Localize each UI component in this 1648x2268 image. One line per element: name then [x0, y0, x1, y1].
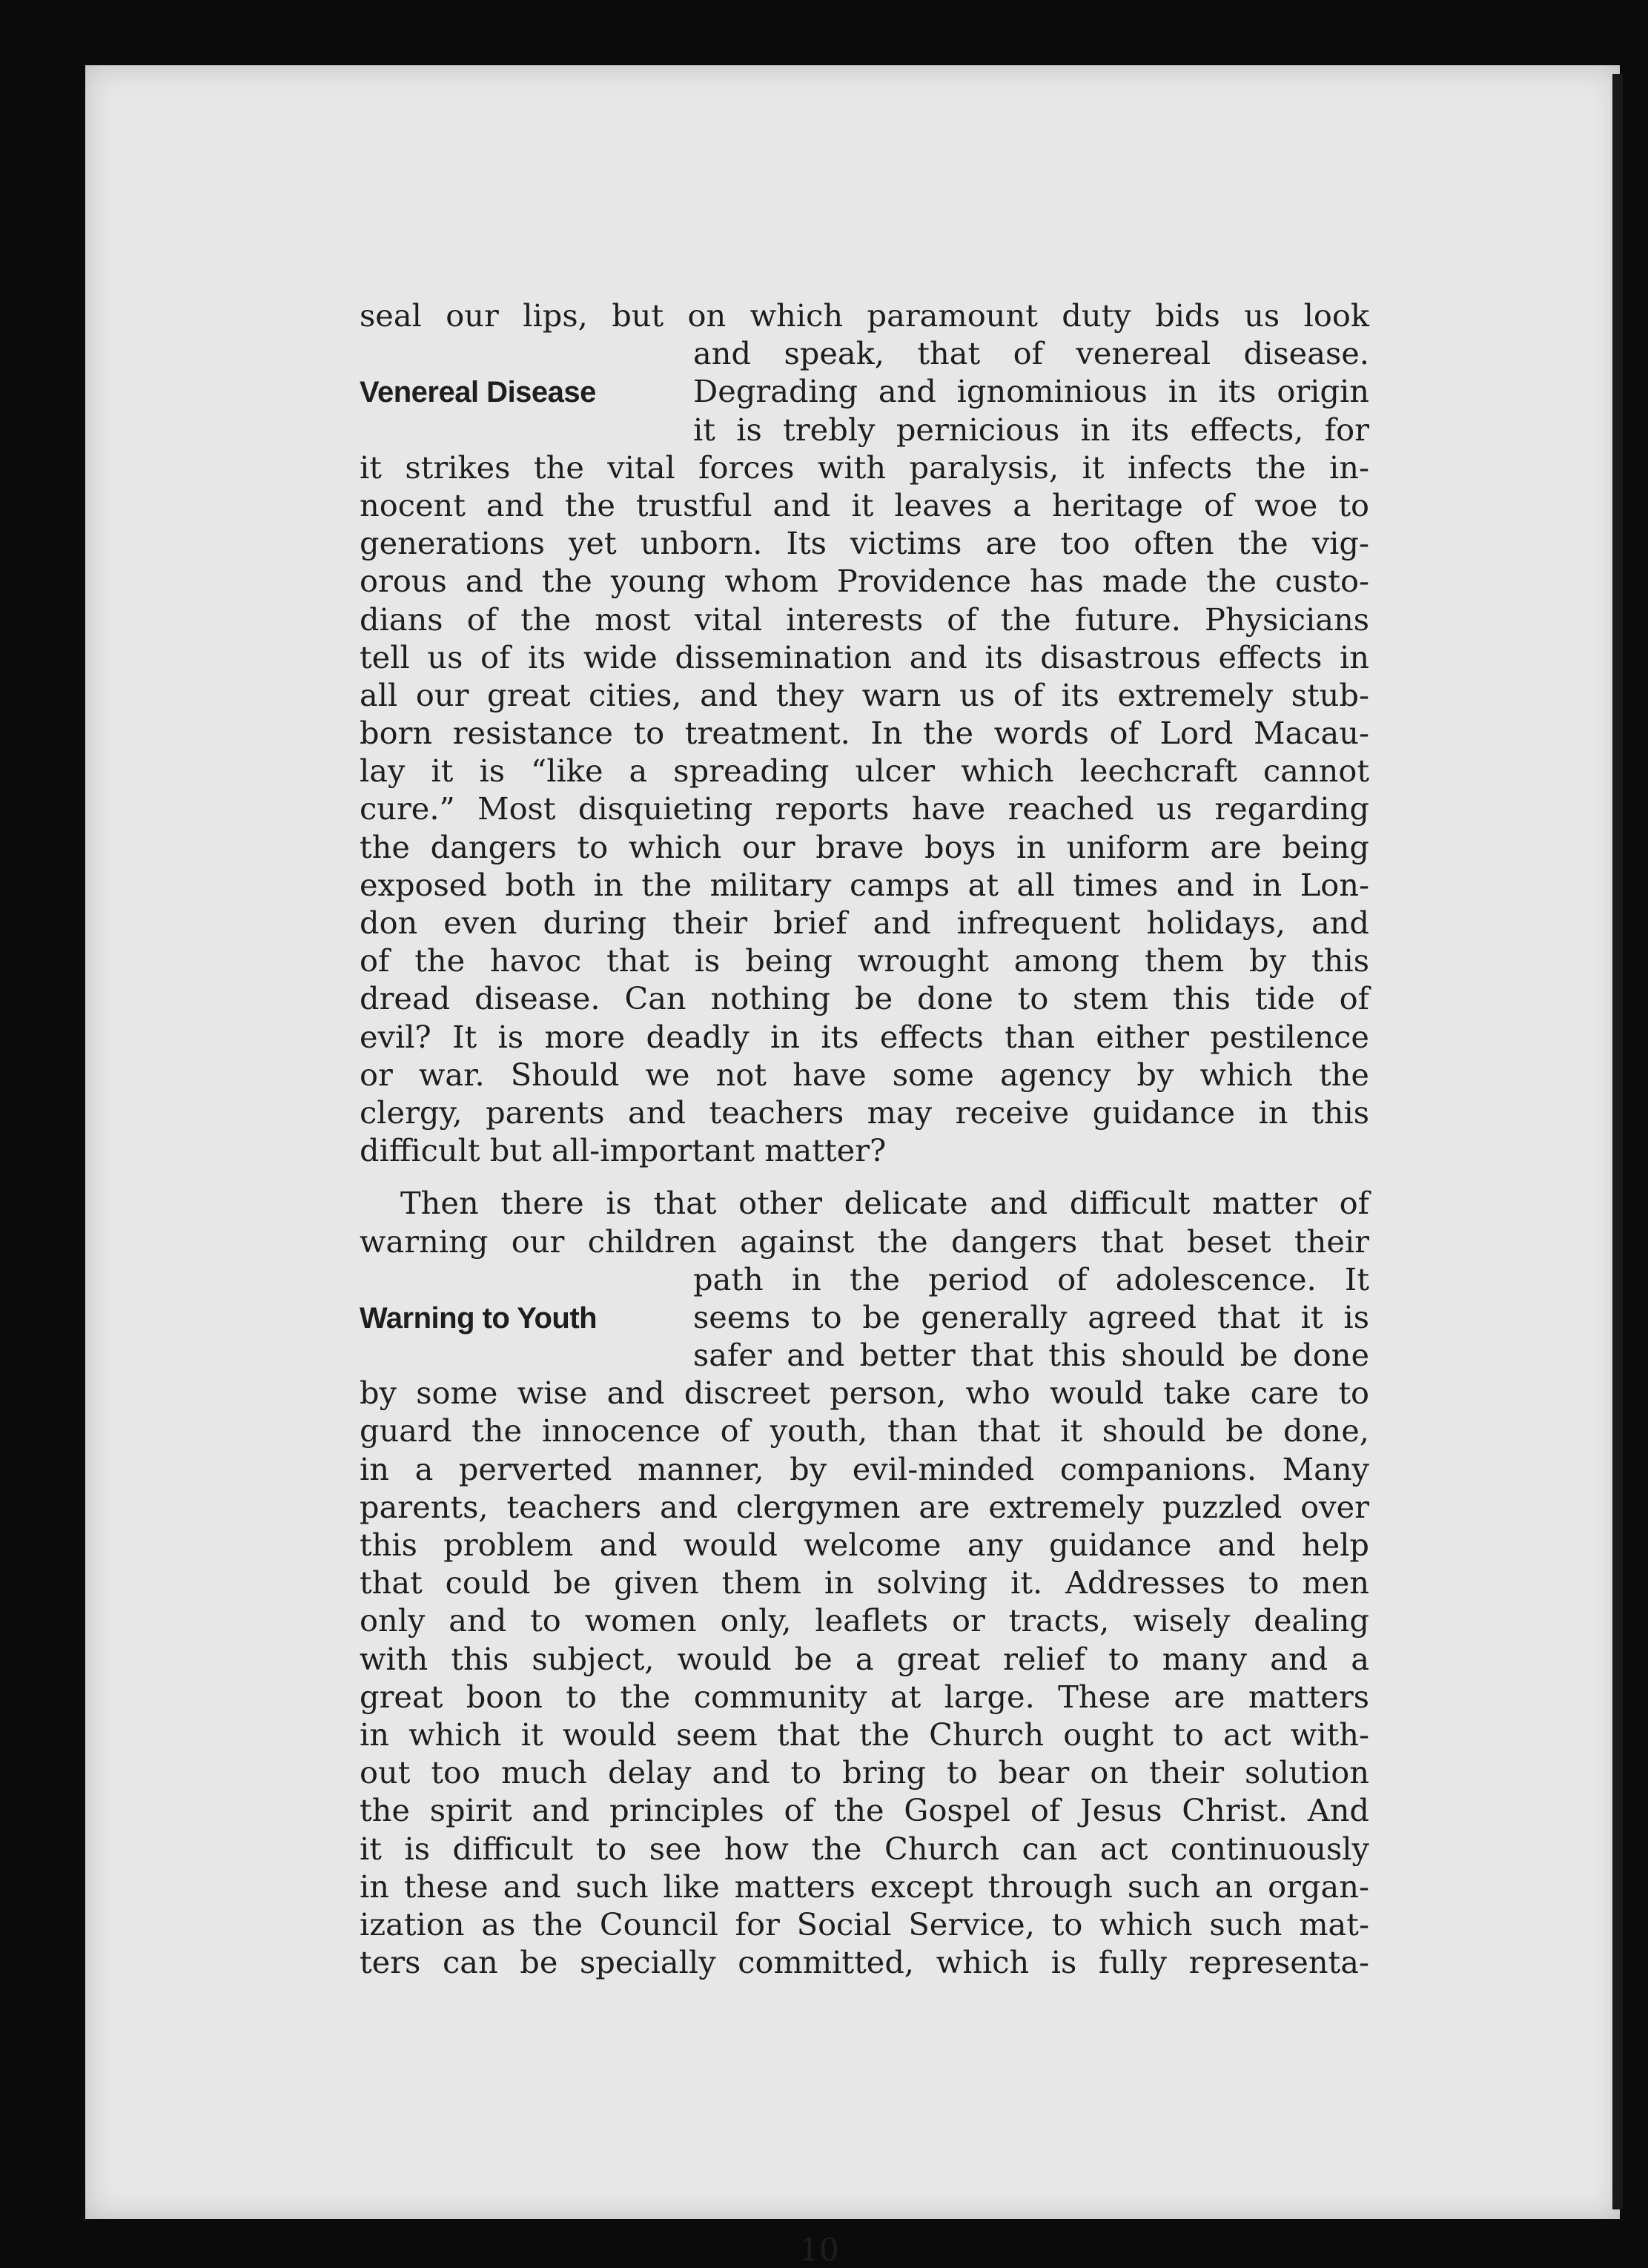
book-spine-shadow	[1612, 74, 1623, 2209]
text-line: clergy, parents and teachers may receive guidance in this	[360, 1094, 1369, 1131]
text-line: all our great cities, and they warn us of its extremely stub-	[360, 676, 1369, 713]
text-line-remainder: seems to be generally agreed that it is	[693, 1298, 1369, 1335]
text-line: born resistance to treatment. In the words of Lord Macau-	[360, 715, 1369, 752]
text-line: tell us of its wide dissemination and its disastrous effects in	[360, 638, 1369, 675]
text-line: Then there is that other delicate and difficult matter of	[400, 1185, 1369, 1222]
text-line: cure.” Most disquieting reports have reached us regarding	[360, 790, 1369, 827]
page-number: 10	[799, 2232, 839, 2268]
text-line: orous and the young whom Providence has made the custo-	[360, 563, 1369, 600]
text-line	[360, 1298, 1369, 1336]
text-line: in which it would seem that the Church ought to act with-	[360, 1716, 1369, 1753]
margin-note-warning-to-youth: Warning to Youth	[360, 1301, 598, 1335]
text-line: warning our children against the dangers that beset their	[360, 1223, 1369, 1260]
text-line: don even during their brief and infrequent holidays, and	[360, 905, 1369, 941]
text-line: parents, teachers and clergymen are extremely puzzled over	[360, 1488, 1369, 1525]
text-line: generations yet unborn. Its victims are too often the vig-	[360, 525, 1369, 562]
body-text	[360, 297, 1369, 1981]
text-line: exposed both in the military camps at all times and in Lon-	[360, 866, 1369, 903]
text-line: and speak, that of venereal disease.	[693, 335, 1369, 372]
text-line: great boon to the community at large. These are matters	[360, 1678, 1369, 1715]
text-line: with this subject, would be a great relief to many and a	[360, 1640, 1369, 1677]
text-line	[360, 372, 1369, 410]
text-line: safer and better that this should be done	[693, 1337, 1369, 1374]
text-line: it is trebly pernicious in its effects, for	[693, 411, 1369, 448]
text-line: guard the innocence of youth, than that it should be done,	[360, 1412, 1369, 1449]
text-line: the spirit and principles of the Gospel of Jesus Christ. And	[360, 1792, 1369, 1829]
text-line-remainder: Degrading and ignominious in its origin	[693, 373, 1369, 410]
text-line: or war. Should we not have some agency by which the	[360, 1056, 1369, 1093]
text-line: evil? It is more deadly in its effects than either pestilence	[360, 1018, 1369, 1055]
text-line: lay it is “like a spreading ulcer which leechcraft cannot	[360, 753, 1369, 790]
text-line: it strikes the vital forces with paralysis, it infects the in-	[360, 449, 1369, 486]
margin-note-venereal-disease: Venereal Disease	[360, 376, 596, 409]
text-line: ization as the Council for Social Service, to which such mat-	[360, 1905, 1369, 1943]
text-line: in these and such like matters except through such an organ-	[360, 1868, 1369, 1905]
text-line: path in the period of adolescence. It	[693, 1260, 1369, 1297]
text-line: only and to women only, leaflets or tracts, wisely dealing	[360, 1602, 1369, 1639]
text-line: difficult but all-important matter?	[360, 1132, 887, 1169]
text-line: out too much delay and to bring to bear on their solution	[360, 1754, 1369, 1791]
text-line: the dangers to which our brave boys in uniform are being	[360, 828, 1369, 865]
text-line: of the havoc that is being wrought among them by this	[360, 942, 1369, 979]
text-line: in a perverted manner, by evil-minded companions. Many	[360, 1450, 1369, 1487]
text-line: dread disease. Can nothing be done to stem this tide of	[360, 980, 1369, 1017]
text-line: it is difficult to see how the Church can act continuously	[360, 1830, 1369, 1867]
text-line: ters can be specially committed, which is fully representa-	[360, 1944, 1369, 1981]
text-line: nocent and the trustful and it leaves a heritage of woe to	[360, 486, 1369, 523]
text-line: seal our lips, but on which paramount duty bids us look	[360, 297, 1369, 334]
text-line: dians of the most vital interests of the future. Physicians	[360, 601, 1369, 638]
text-line: that could be given them in solving it. Addresses to men	[360, 1564, 1369, 1601]
text-line: this problem and would welcome any guidance and help	[360, 1527, 1369, 1563]
text-line: by some wise and discreet person, who would take care to	[360, 1375, 1369, 1412]
